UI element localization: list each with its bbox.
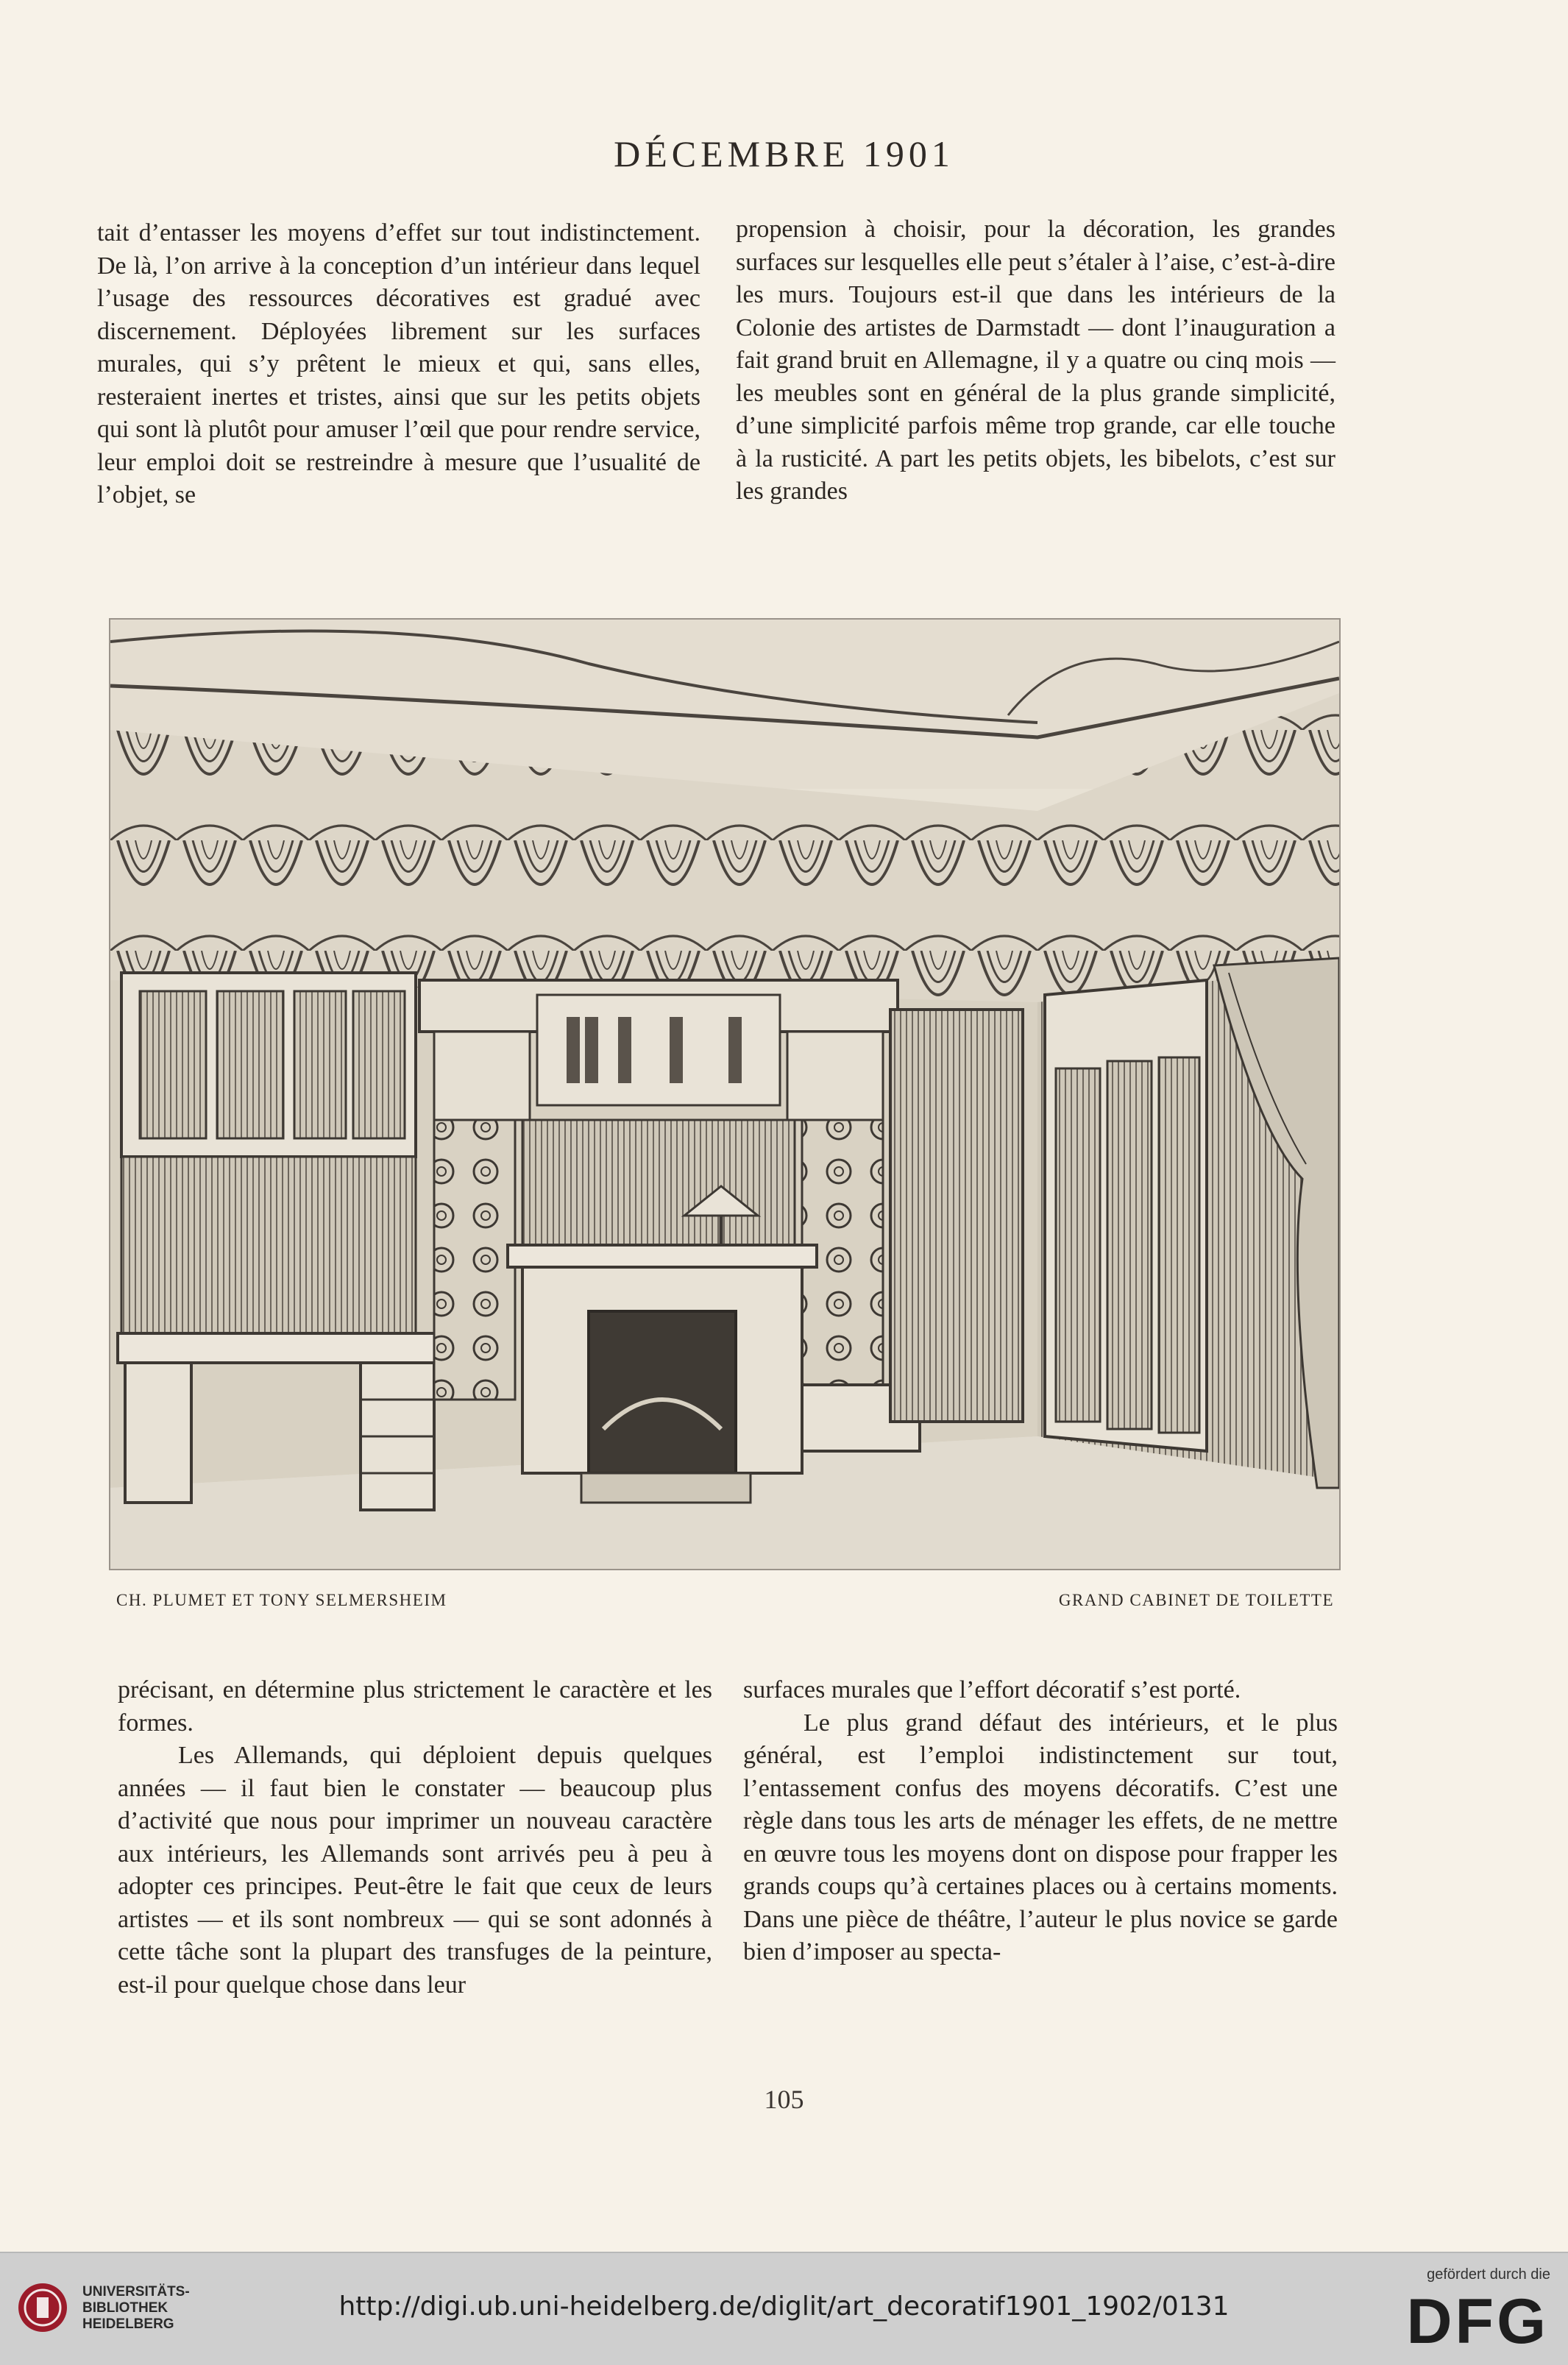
text-column-bottom-right: [743, 1674, 1338, 1969]
funding-label: gefördert durch die: [1427, 2266, 1550, 2283]
library-name-line: HEIDELBERG: [82, 2316, 174, 2332]
page-number: 105: [764, 2085, 804, 2114]
paragraph: tait d’entasser les moyens d’effet sur tout indistinctement. De là, l’on arrive à la conception d’un intérieur dans lequel l’usage des ressources décoratives est gradué avec discernement. Déployées librement sur les surfaces murales, qui s’y prêtent le mieux et qui, sans elles, resteraient inertes et tristes, ainsi que sur les petits objets qui sont là plutôt pour amuser l’œil que pour rendre service, leur emploi doit se restreindre à mesure que l’usualité de l’objet, se: [97, 219, 700, 508]
library-name-line: UNIVERSITÄTS-: [82, 2284, 190, 2300]
digitization-footer: [0, 2252, 1568, 2365]
paragraph: surfaces murales que l’effort décoratif s’est porté.: [743, 1676, 1241, 1703]
paragraph: Le plus grand défaut des intérieurs, et le plus général, est l’emploi indistinctement sur tout, l’entassement confus des moyens décoratifs. C’est une règle dans tous les arts de ménager les effets, de ne mettre en œuvre tous les moyens dont on dispose pour frapper les grands coups qu’à certaines places ou à certains moments. Dans une pièce de théâtre, l’auteur le plus novice se garde bien d’imposer au specta-: [743, 1709, 1338, 1965]
interior-illustration: [109, 618, 1341, 1570]
text-column-top-right: [736, 213, 1335, 508]
paragraph: précisant, en détermine plus strictement le caractère et les formes.: [118, 1676, 712, 1737]
paragraph: propension à choisir, pour la décoration, les grandes surfaces sur lesquelles elle peut s’étaler à l’aise, c’est-à-dire les murs. Toujours est-il que dans les intérieurs de la Colonie des artistes de Darmstadt — dont l’inauguration a fait grand bruit en Allemagne, il y a quatre ou cinq mois — les meubles sont en général de la plus grande simplicité, d’une simplicité parfois même trop grande, car elle touche à la rusticité. A part les petits objets, les bibelots, c’est sur les grandes: [736, 216, 1335, 505]
library-name-line: BIBLIOTHEK: [82, 2300, 168, 2316]
text-column-top-left: [97, 217, 700, 512]
permalink-url[interactable]: http://digi.ub.uni-heidelberg.de/diglit/art_decoratif1901_1902/0131: [338, 2291, 1230, 2322]
paragraph: Les Allemands, qui déploient depuis quelques années — il faut bien le constater — beaucoup plus d’activité que nous pour imprimer un nouveau caractère aux intérieurs, les Allemands sont arrivés peu à peu à adopter ces principes. Peut-être le fait que ceux de leurs artistes — et ils sont nombreux — qui se sont adonnés à cette tâche sont la plupart des transfuges de la peinture, est-il pour quelque chose dans leur: [118, 1742, 712, 1999]
text-column-bottom-left: [118, 1674, 712, 2001]
running-header: DÉCEMBRE 1901: [614, 133, 954, 174]
illustration-credit: CH. PLUMET ET TONY SELMERSHEIM: [116, 1591, 447, 1609]
dfg-logo: DFG: [1406, 2286, 1549, 2357]
illustration-title: GRAND CABINET DE TOILETTE: [1058, 1591, 1334, 1609]
